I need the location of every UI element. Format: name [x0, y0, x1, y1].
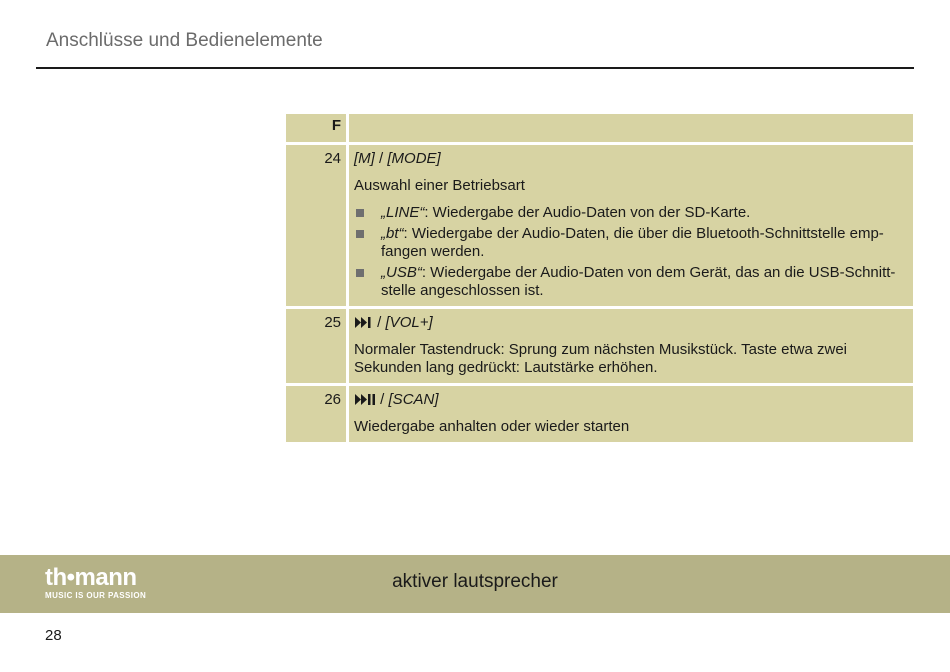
square-bullet-icon	[356, 269, 364, 277]
list-item	[354, 204, 907, 222]
row-description: Normaler Tastendruck: Sprung zum nächsten Musikstück. Taste etwa zwei Sekunden lang gedrückt: Lautstärke erhöhen.	[354, 341, 847, 376]
mode-description: : Wiedergabe der Audio-Daten von dem Gerät, das an die USB-Schnitt-stelle angeschlossen ist.	[381, 264, 896, 299]
row-title	[354, 150, 907, 168]
logo-wordmark: th•mann	[45, 564, 137, 591]
row-title	[354, 314, 907, 332]
row-number: 26	[286, 386, 346, 442]
table-header-label: F	[286, 114, 346, 142]
table-row	[286, 386, 913, 442]
row-description: Auswahl einer Betriebsart	[354, 177, 525, 194]
separator: /	[377, 314, 382, 331]
play-pause-icon	[354, 393, 376, 406]
row-description: Wiedergabe anhalten oder wieder starten	[354, 418, 630, 435]
control-name: [MODE]	[387, 150, 441, 167]
mode-name: „bt“	[381, 225, 404, 242]
table-row	[286, 309, 913, 383]
table-header-row	[286, 114, 913, 142]
mode-description: : Wiedergabe der Audio-Daten von der SD-Karte.	[424, 204, 751, 221]
table-header-blank	[349, 114, 913, 142]
row-content	[349, 309, 913, 383]
controls-table	[286, 114, 913, 445]
header-divider	[36, 67, 914, 69]
mode-name: „USB“	[381, 264, 422, 281]
page-number: 28	[45, 627, 62, 644]
row-number: 25	[286, 309, 346, 383]
square-bullet-icon	[356, 209, 364, 217]
mode-description: : Wiedergabe der Audio-Daten, die über die Bluetooth-Schnittstelle emp-fangen werden.	[381, 225, 884, 260]
row-content	[349, 386, 913, 442]
list-item	[354, 264, 907, 300]
footer-product-name: aktiver lautsprecher	[392, 571, 558, 592]
table-row	[286, 145, 913, 306]
list-item	[354, 225, 907, 261]
square-bullet-icon	[356, 230, 364, 238]
control-name: [M]	[354, 150, 375, 167]
next-track-icon	[354, 316, 373, 329]
mode-name: „LINE“	[381, 204, 425, 221]
mode-list	[354, 204, 907, 300]
row-content	[349, 145, 913, 306]
row-title	[354, 391, 907, 409]
page-header-title: Anschlüsse und Bedienelemente	[46, 30, 323, 51]
logo-tagline: MUSIC IS OUR PASSION	[45, 591, 147, 600]
control-name: [SCAN]	[388, 391, 439, 408]
separator: /	[379, 150, 384, 167]
row-number: 24	[286, 145, 346, 306]
control-name: [VOL+]	[385, 314, 433, 331]
separator: /	[380, 391, 385, 408]
